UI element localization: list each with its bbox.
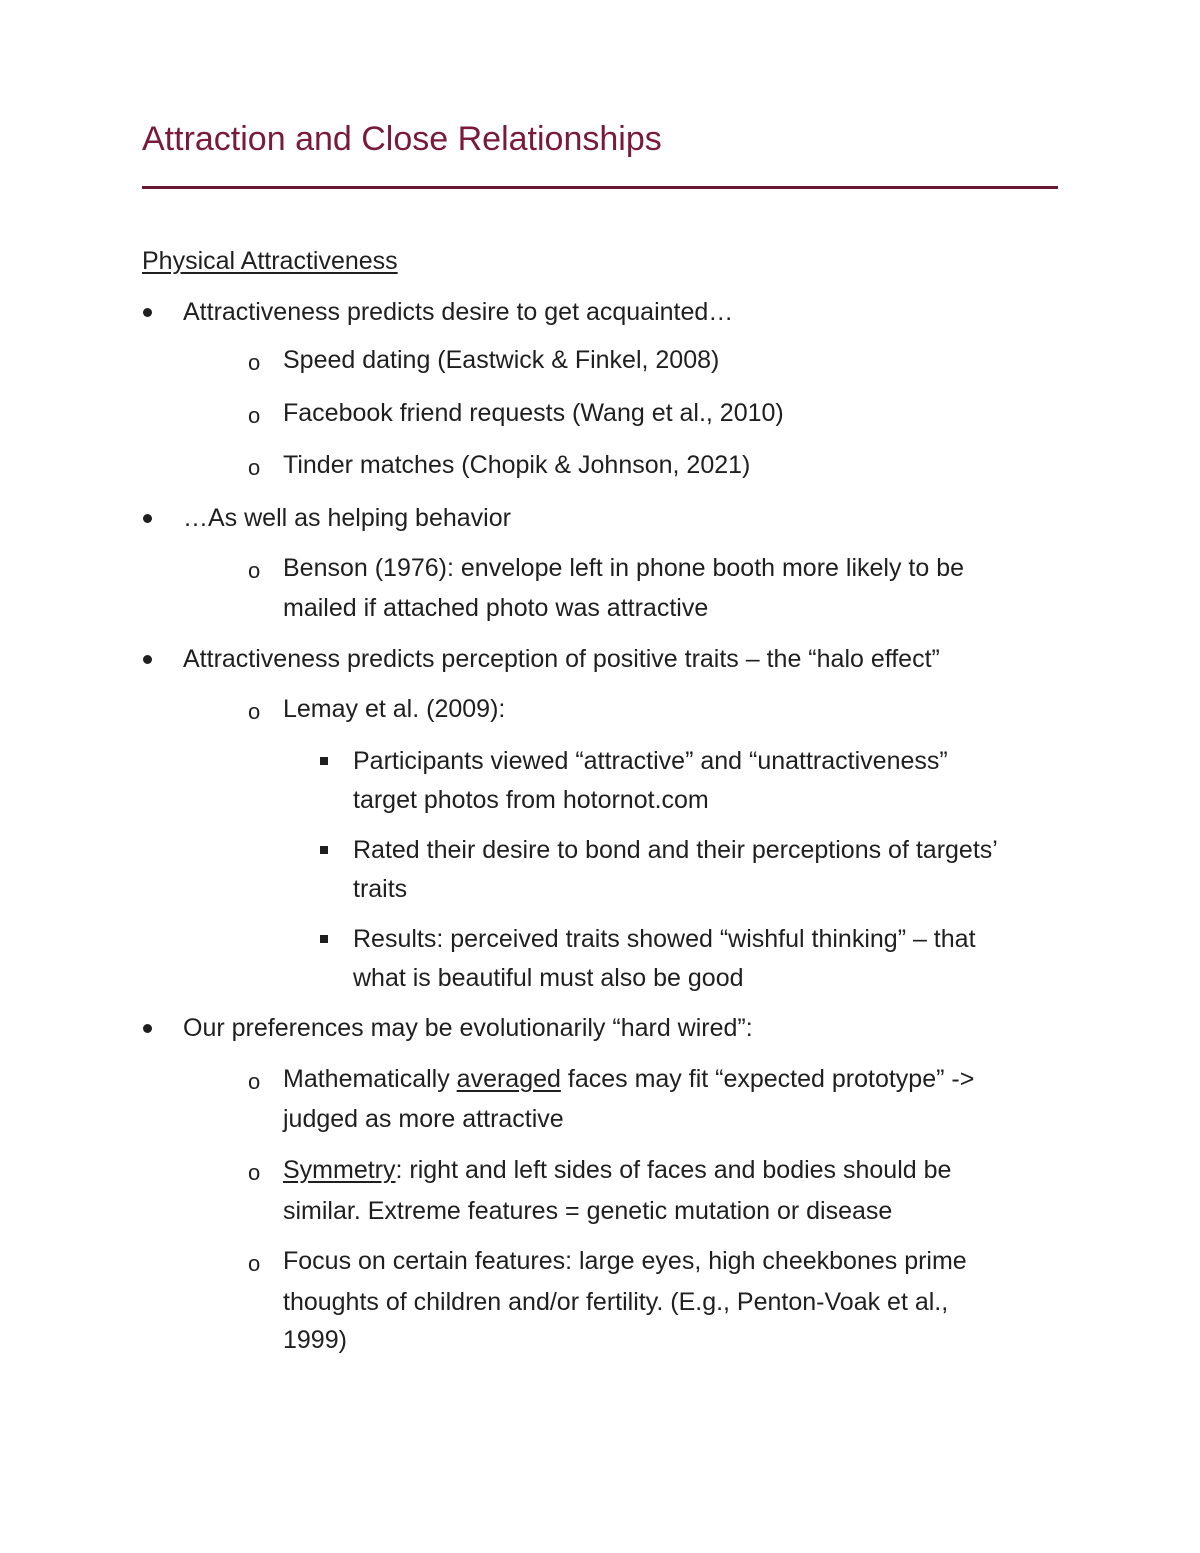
bullet-text: Attractiveness predicts desire to get acquainted…: [183, 298, 734, 326]
sub-bullet-text: [283, 1155, 951, 1185]
bullet-text: Attractiveness predicts perception of positive traits – the “halo effect”: [183, 645, 940, 673]
sub-bullet-o-icon: o: [248, 1160, 261, 1185]
bullet-text: Our preferences may be evolutionarily “hard wired”:: [183, 1014, 753, 1042]
sub-bullet-text-cont: mailed if attached photo was attractive: [283, 594, 709, 622]
bullet-dot-icon: [143, 1024, 152, 1033]
tertiary-bullet-text: Results: perceived traits showed “wishful thinking” – that: [353, 925, 976, 953]
text-run: : right and left sides of faces and bodies should be: [395, 1156, 952, 1184]
page-title: Attraction and Close Relationships: [142, 120, 662, 158]
sub-bullet-o-icon: o: [248, 455, 261, 480]
sub-bullet-text-cont: similar. Extreme features = genetic mutation or disease: [283, 1197, 893, 1225]
sub-bullet-text: Speed dating (Eastwick & Finkel, 2008): [283, 346, 720, 374]
section-heading: Physical Attractiveness: [142, 247, 398, 275]
sub-bullet-o-icon: o: [248, 699, 261, 724]
tertiary-bullet-text: Participants viewed “attractive” and “unattractiveness”: [353, 747, 948, 775]
sub-bullet-o-icon: o: [248, 403, 261, 428]
sub-bullet-o-icon: o: [248, 350, 261, 375]
sub-bullet-text: Lemay et al. (2009):: [283, 695, 506, 723]
sub-bullet-text-cont: 1999): [283, 1326, 347, 1354]
square-bullet-icon: [320, 846, 328, 854]
text-run: faces may fit “expected prototype” ->: [560, 1065, 975, 1093]
sub-bullet-text: Focus on certain features: large eyes, high cheekbones prime: [283, 1247, 967, 1275]
sub-bullet-o-icon: o: [248, 558, 261, 583]
sub-bullet-text-cont: thoughts of children and/or fertility. (E.g., Penton-Voak et al.,: [283, 1288, 949, 1316]
sub-bullet-text: [283, 1064, 974, 1094]
tertiary-bullet-text: Rated their desire to bond and their perceptions of targets’: [353, 836, 998, 864]
sub-bullet-o-icon: o: [248, 1251, 261, 1276]
square-bullet-icon: [320, 757, 328, 765]
tertiary-bullet-text-cont: target photos from hotornot.com: [353, 786, 709, 814]
underlined-term: Symmetry: [283, 1156, 396, 1184]
bullet-dot-icon: [143, 655, 152, 664]
square-bullet-icon: [320, 935, 328, 943]
tertiary-bullet-text-cont: traits: [353, 875, 408, 903]
tertiary-bullet-text-cont: what is beautiful must also be good: [353, 964, 744, 992]
sub-bullet-text-cont: judged as more attractive: [283, 1105, 564, 1133]
bullet-dot-icon: [143, 308, 152, 317]
sub-bullet-o-icon: o: [248, 1069, 261, 1094]
underlined-term: averaged: [456, 1065, 561, 1093]
title-divider: [142, 186, 1058, 189]
bullet-dot-icon: [143, 514, 152, 523]
sub-bullet-text: Facebook friend requests (Wang et al., 2010): [283, 399, 784, 427]
sub-bullet-text: Benson (1976): envelope left in phone booth more likely to be: [283, 554, 965, 582]
bullet-text: …As well as helping behavior: [183, 504, 511, 532]
text-run: Mathematically: [283, 1065, 457, 1093]
sub-bullet-text: Tinder matches (Chopik & Johnson, 2021): [283, 451, 751, 479]
